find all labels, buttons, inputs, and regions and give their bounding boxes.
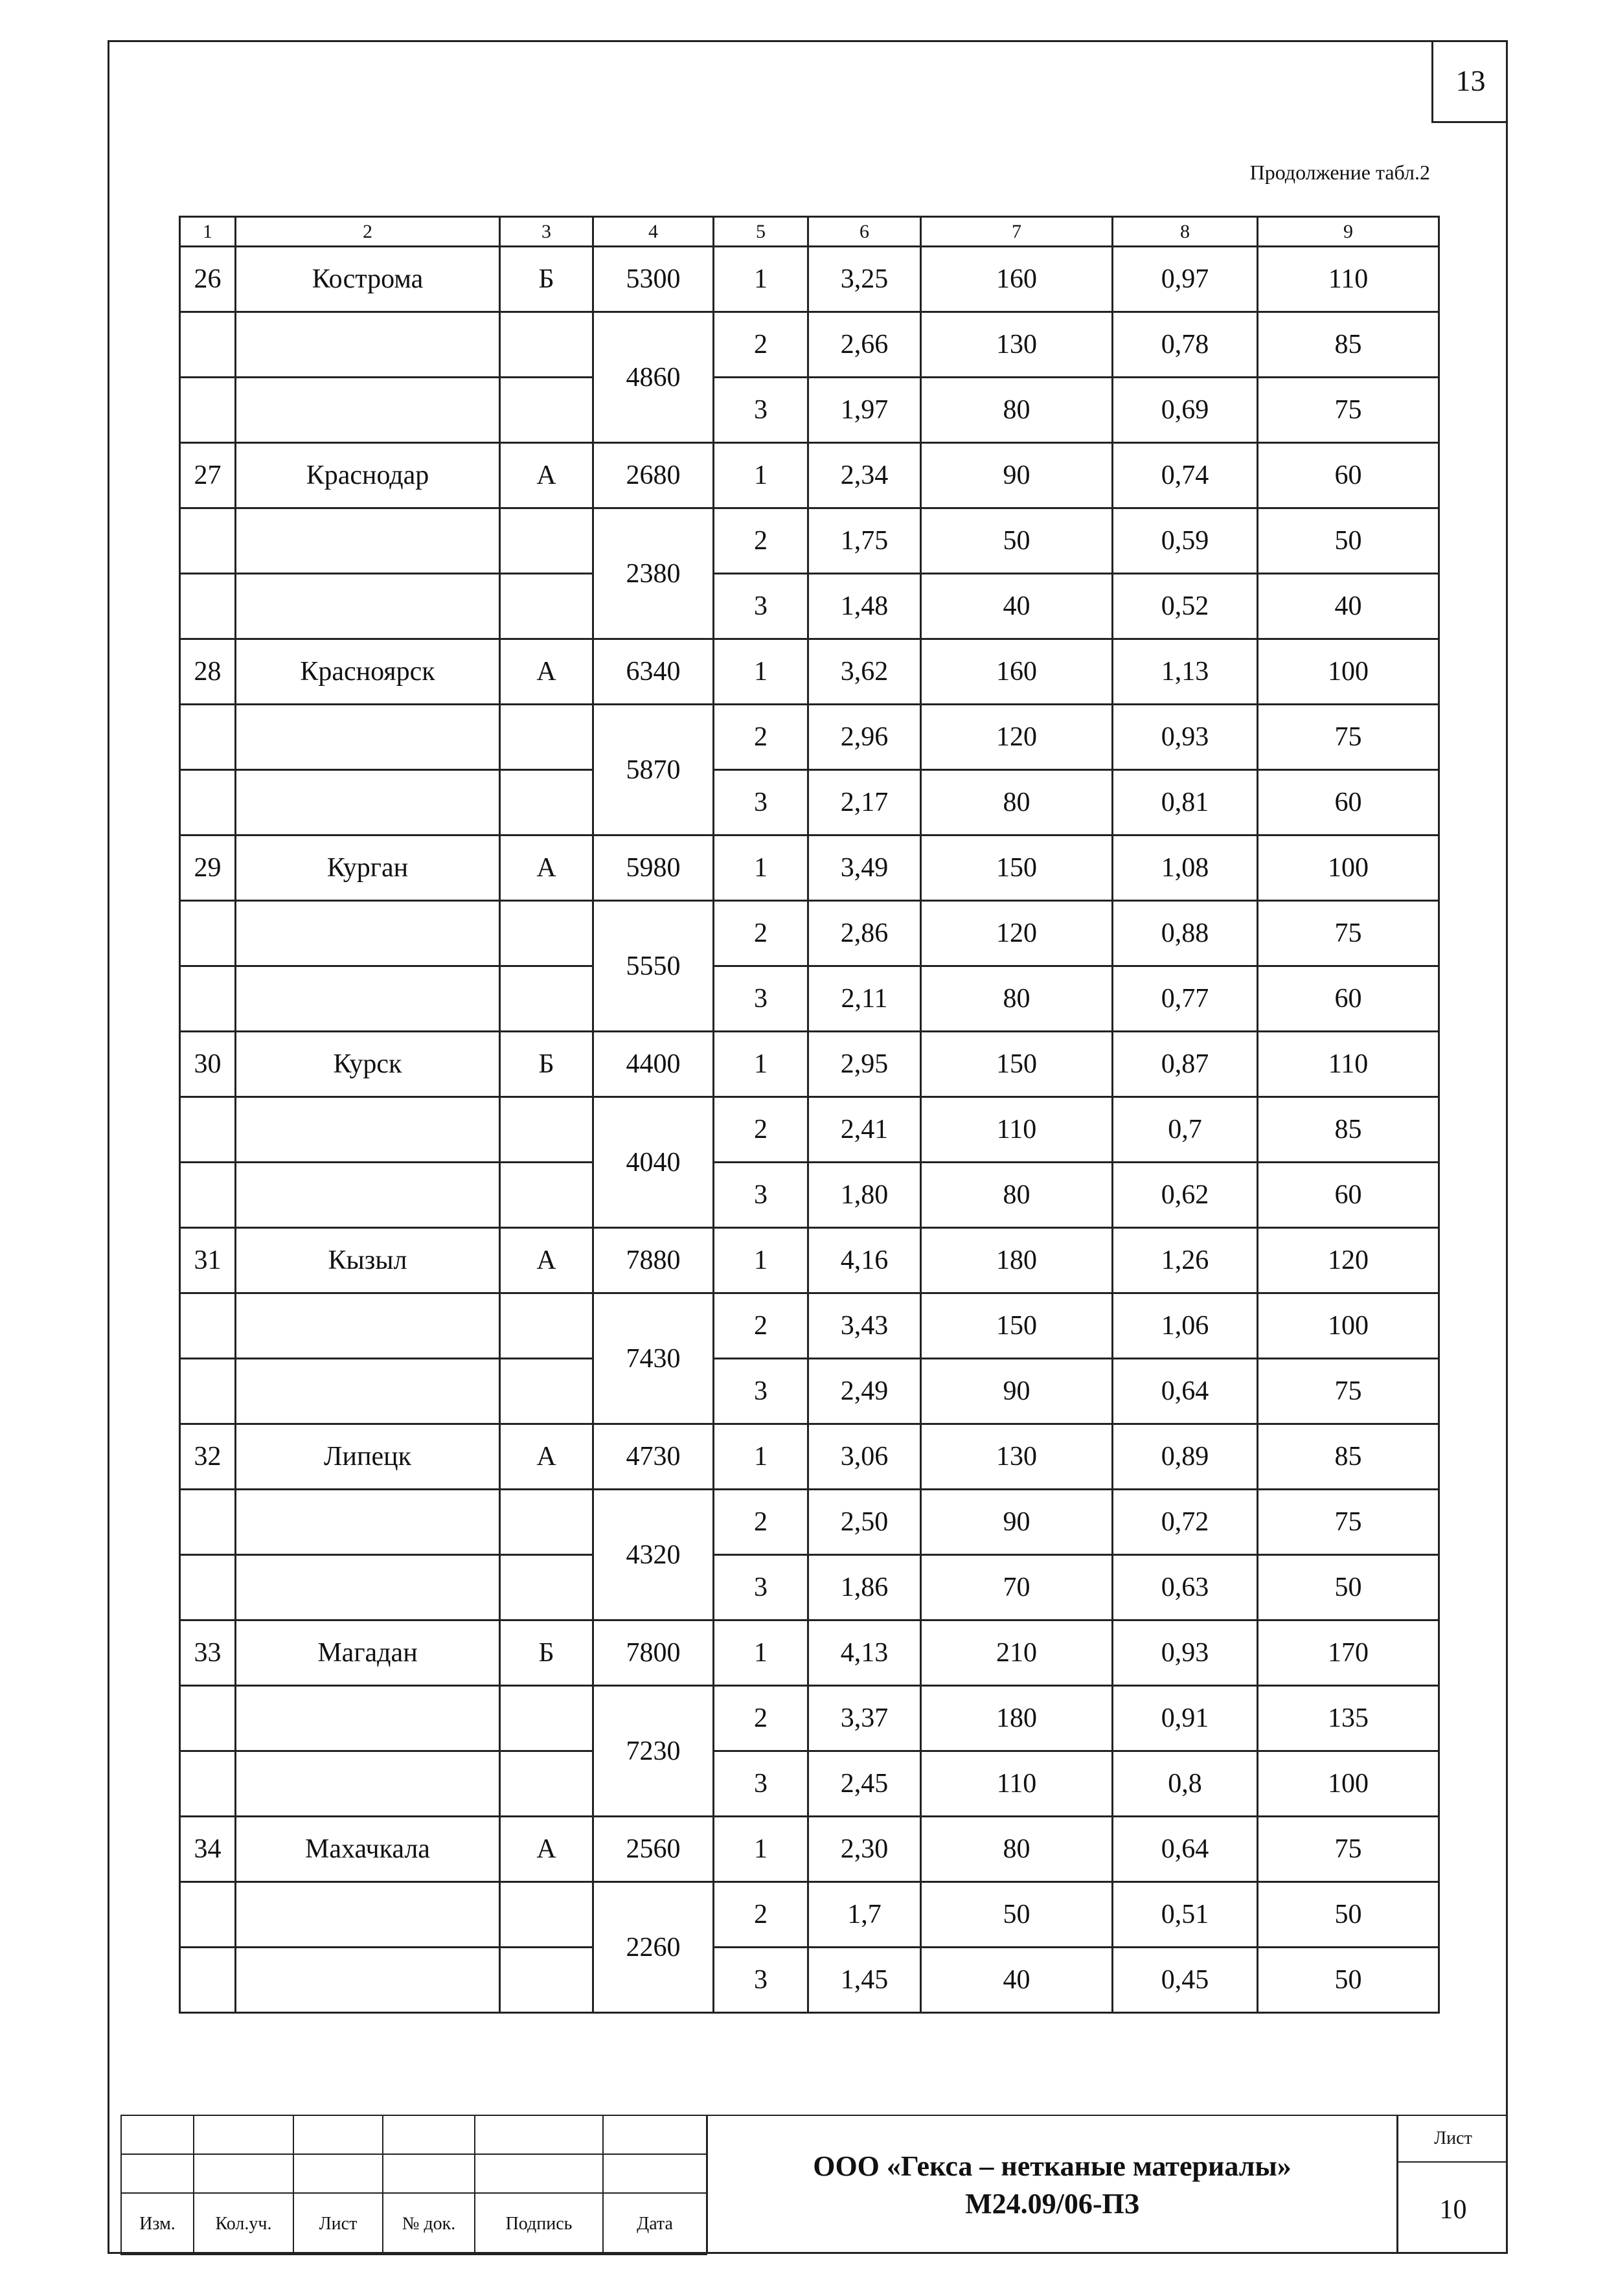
table-cell: 130 (921, 1424, 1113, 1490)
empty-cell (500, 1948, 593, 2013)
value-cell: 2560 (593, 1817, 714, 1882)
empty-cell (180, 1686, 236, 1751)
table-cell: 75 (1258, 378, 1439, 443)
table-cell: 40 (921, 1948, 1113, 2013)
table-cell: 1,48 (808, 574, 921, 639)
table-row (180, 1490, 1439, 1555)
stamp-label: № док. (383, 2193, 475, 2255)
city-name: Красноярск (236, 639, 500, 705)
table-row (180, 770, 1439, 835)
table-cell: 0,72 (1113, 1490, 1258, 1555)
city-name: Кызыл (236, 1228, 500, 1293)
empty-cell (500, 901, 593, 966)
table-cell: 85 (1258, 1424, 1439, 1490)
value-cell: 5300 (593, 247, 714, 312)
table-cell: 1 (714, 443, 808, 508)
table-cell: 0,97 (1113, 247, 1258, 312)
table-cell: 50 (1258, 1882, 1439, 1948)
city-name: Краснодар (236, 443, 500, 508)
table-cell: 2,50 (808, 1490, 921, 1555)
empty-cell (180, 1882, 236, 1948)
empty-cell (180, 1751, 236, 1817)
table-row (180, 1293, 1439, 1359)
row-number: 27 (180, 443, 236, 508)
table-cell: 3 (714, 1163, 808, 1228)
value-cell: 4730 (593, 1424, 714, 1490)
table-cell: 110 (921, 1751, 1113, 1817)
table-cell: 50 (1258, 508, 1439, 574)
empty-cell (500, 1359, 593, 1424)
zone-cell: А (500, 835, 593, 901)
table-row (180, 508, 1439, 574)
table-cell: 0,89 (1113, 1424, 1258, 1490)
table-cell: 2 (714, 1882, 808, 1948)
table-cell: 1,75 (808, 508, 921, 574)
empty-cell (500, 1555, 593, 1620)
table-cell: 2 (714, 1293, 808, 1359)
city-name: Курган (236, 835, 500, 901)
empty-cell (236, 901, 500, 966)
table-cell: 85 (1258, 1097, 1439, 1163)
value-cell: 4400 (593, 1032, 714, 1097)
column-header: 6 (808, 217, 921, 247)
stamp-label: Подпись (475, 2193, 603, 2255)
table-cell: 2,41 (808, 1097, 921, 1163)
table-cell: 1 (714, 1424, 808, 1490)
table-cell: 1 (714, 1817, 808, 1882)
table-cell: 0,93 (1113, 1620, 1258, 1686)
empty-cell (236, 312, 500, 378)
stamp-label: Дата (603, 2193, 707, 2255)
company-name: ООО «Гекса – нетканые материалы» (813, 2150, 1292, 2182)
zone-cell: А (500, 639, 593, 705)
column-header: 5 (714, 217, 808, 247)
table-cell: 1 (714, 1032, 808, 1097)
table-cell: 2,17 (808, 770, 921, 835)
table-cell: 3,25 (808, 247, 921, 312)
table-row (180, 835, 1439, 901)
table-cell: 60 (1258, 966, 1439, 1032)
empty-cell (180, 770, 236, 835)
table-cell: 3,43 (808, 1293, 921, 1359)
zone-cell: А (500, 1817, 593, 1882)
table-cell: 1,08 (1113, 835, 1258, 901)
row-number: 34 (180, 1817, 236, 1882)
zone-cell: Б (500, 1032, 593, 1097)
table-cell: 2 (714, 1097, 808, 1163)
table-cell: 130 (921, 312, 1113, 378)
table-cell: 70 (921, 1555, 1113, 1620)
table-cell: 50 (921, 1882, 1113, 1948)
table-cell: 110 (1258, 1032, 1439, 1097)
table-cell: 80 (921, 1817, 1113, 1882)
title-block (120, 2115, 1508, 2254)
table-cell: 1,06 (1113, 1293, 1258, 1359)
empty-cell (180, 574, 236, 639)
zone-cell: Б (500, 247, 593, 312)
table-cell: 120 (921, 705, 1113, 770)
empty-cell (500, 1751, 593, 1817)
table-cell: 2 (714, 1490, 808, 1555)
row-number: 30 (180, 1032, 236, 1097)
empty-cell (500, 1097, 593, 1163)
table-cell: 2,30 (808, 1817, 921, 1882)
empty-cell (180, 312, 236, 378)
empty-cell (500, 1293, 593, 1359)
document-title (706, 2115, 1396, 2254)
sheet-number: 10 (1439, 2194, 1467, 2225)
value-cell: 5980 (593, 835, 714, 901)
table-cell: 3 (714, 1555, 808, 1620)
table-cell: 150 (921, 1032, 1113, 1097)
table-cell: 2 (714, 901, 808, 966)
document-code: М24.09/06-ПЗ (965, 2187, 1139, 2220)
row-number: 26 (180, 247, 236, 312)
table-row (180, 574, 1439, 639)
table-row (180, 247, 1439, 312)
data-table (179, 216, 1440, 2014)
table-cell: 90 (921, 443, 1113, 508)
empty-cell (500, 770, 593, 835)
table-cell: 2,34 (808, 443, 921, 508)
table-cell: 2 (714, 705, 808, 770)
table-cell: 75 (1258, 705, 1439, 770)
empty-cell (500, 1686, 593, 1751)
table-cell: 0,81 (1113, 770, 1258, 835)
table-cell: 0,8 (1113, 1751, 1258, 1817)
table-header-row (180, 217, 1439, 247)
table-row (180, 1163, 1439, 1228)
table-row (180, 1620, 1439, 1686)
table-cell: 0,7 (1113, 1097, 1258, 1163)
table-row (180, 1359, 1439, 1424)
empty-cell (236, 1293, 500, 1359)
empty-cell (500, 1490, 593, 1555)
value-cell: 7800 (593, 1620, 714, 1686)
table-cell: 1,80 (808, 1163, 921, 1228)
empty-cell (236, 1490, 500, 1555)
empty-cell (236, 1555, 500, 1620)
sheet-box (1396, 2115, 1508, 2254)
table-cell: 0,87 (1113, 1032, 1258, 1097)
zone-cell: А (500, 443, 593, 508)
table-cell: 1,26 (1113, 1228, 1258, 1293)
table-cell: 170 (1258, 1620, 1439, 1686)
stamp-label: Изм. (121, 2193, 194, 2255)
table-row (180, 1686, 1439, 1751)
empty-cell (180, 1097, 236, 1163)
table-cell: 0,52 (1113, 574, 1258, 639)
table-cell: 180 (921, 1686, 1113, 1751)
empty-cell (236, 508, 500, 574)
table-cell: 1,7 (808, 1882, 921, 1948)
column-header: 2 (236, 217, 500, 247)
table-cell: 2,95 (808, 1032, 921, 1097)
empty-cell (500, 312, 593, 378)
empty-cell (236, 1948, 500, 2013)
table-cell: 50 (1258, 1948, 1439, 2013)
table-row (180, 901, 1439, 966)
table-cell: 3 (714, 1359, 808, 1424)
empty-cell (500, 508, 593, 574)
table-row (180, 1228, 1439, 1293)
table-cell: 90 (921, 1359, 1113, 1424)
empty-cell (180, 1490, 236, 1555)
value-cell: 4320 (593, 1490, 714, 1620)
empty-cell (236, 1359, 500, 1424)
table-cell: 100 (1258, 835, 1439, 901)
table-row (180, 1032, 1439, 1097)
value-cell: 4860 (593, 312, 714, 443)
empty-cell (500, 966, 593, 1032)
table-row (180, 378, 1439, 443)
table-cell: 4,16 (808, 1228, 921, 1293)
table-cell: 0,78 (1113, 312, 1258, 378)
table-cell: 60 (1258, 770, 1439, 835)
table-cell: 3 (714, 770, 808, 835)
value-cell: 5870 (593, 705, 714, 835)
value-cell: 7430 (593, 1293, 714, 1424)
table-row (180, 1751, 1439, 1817)
table-row (180, 312, 1439, 378)
table-row (180, 443, 1439, 508)
empty-cell (180, 378, 236, 443)
table-cell: 2,11 (808, 966, 921, 1032)
table-cell: 3 (714, 1751, 808, 1817)
table-cell: 0,74 (1113, 443, 1258, 508)
table-cell: 2,86 (808, 901, 921, 966)
table-cell: 1 (714, 1620, 808, 1686)
table-cell: 0,51 (1113, 1882, 1258, 1948)
empty-cell (500, 705, 593, 770)
table-row (180, 639, 1439, 705)
empty-cell (236, 1163, 500, 1228)
table-cell: 150 (921, 835, 1113, 901)
table-cell: 3,37 (808, 1686, 921, 1751)
table-cell: 150 (921, 1293, 1113, 1359)
empty-cell (236, 705, 500, 770)
table-cell: 0,45 (1113, 1948, 1258, 2013)
stamp-label: Кол.уч. (194, 2193, 293, 2255)
table-cell: 0,64 (1113, 1359, 1258, 1424)
empty-cell (500, 1163, 593, 1228)
empty-cell (236, 770, 500, 835)
table-cell: 3,06 (808, 1424, 921, 1490)
empty-cell (500, 1882, 593, 1948)
zone-cell: А (500, 1228, 593, 1293)
table-row (180, 1882, 1439, 1948)
empty-cell (180, 901, 236, 966)
empty-cell (236, 966, 500, 1032)
table-cell: 3 (714, 966, 808, 1032)
column-header: 7 (921, 217, 1113, 247)
table-cell: 75 (1258, 1359, 1439, 1424)
table-cell: 2,49 (808, 1359, 921, 1424)
empty-cell (180, 1555, 236, 1620)
city-name: Курск (236, 1032, 500, 1097)
table-cell: 50 (921, 508, 1113, 574)
row-number: 28 (180, 639, 236, 705)
row-number: 29 (180, 835, 236, 901)
table-cell: 110 (921, 1097, 1113, 1163)
empty-cell (180, 1293, 236, 1359)
table-cell: 1,45 (808, 1948, 921, 2013)
table-cell: 2 (714, 1686, 808, 1751)
table-cell: 80 (921, 770, 1113, 835)
empty-cell (236, 1882, 500, 1948)
empty-cell (236, 1751, 500, 1817)
table-cell: 2 (714, 508, 808, 574)
table-cell: 40 (921, 574, 1113, 639)
table-cell: 2 (714, 312, 808, 378)
value-cell: 7880 (593, 1228, 714, 1293)
city-name: Магадан (236, 1620, 500, 1686)
table-cell: 3,49 (808, 835, 921, 901)
city-name: Липецк (236, 1424, 500, 1490)
stamp-label: Лист (293, 2193, 383, 2255)
table-cell: 60 (1258, 443, 1439, 508)
empty-cell (180, 1359, 236, 1424)
value-cell: 4040 (593, 1097, 714, 1228)
value-cell: 2260 (593, 1882, 714, 2013)
row-number: 33 (180, 1620, 236, 1686)
empty-cell (180, 705, 236, 770)
table-cell: 100 (1258, 1751, 1439, 1817)
empty-cell (180, 966, 236, 1032)
table-cell: 0,59 (1113, 508, 1258, 574)
table-caption: Продолжение табл.2 (1249, 161, 1430, 184)
table-cell: 75 (1258, 901, 1439, 966)
table-cell: 0,62 (1113, 1163, 1258, 1228)
table-row (180, 1948, 1439, 2013)
table-cell: 60 (1258, 1163, 1439, 1228)
table-cell: 80 (921, 378, 1113, 443)
zone-cell: Б (500, 1620, 593, 1686)
value-cell: 2680 (593, 443, 714, 508)
table-cell: 2,66 (808, 312, 921, 378)
table-cell: 75 (1258, 1490, 1439, 1555)
table-cell: 0,69 (1113, 378, 1258, 443)
table-cell: 0,93 (1113, 705, 1258, 770)
empty-cell (180, 1163, 236, 1228)
table-cell: 80 (921, 966, 1113, 1032)
column-header: 4 (593, 217, 714, 247)
column-header: 9 (1258, 217, 1439, 247)
table-cell: 160 (921, 639, 1113, 705)
table-cell: 3,62 (808, 639, 921, 705)
table-cell: 210 (921, 1620, 1113, 1686)
table-cell: 85 (1258, 312, 1439, 378)
table-cell: 120 (1258, 1228, 1439, 1293)
table-cell: 0,77 (1113, 966, 1258, 1032)
table-row (180, 1424, 1439, 1490)
table-cell: 40 (1258, 574, 1439, 639)
empty-cell (236, 378, 500, 443)
table-cell: 80 (921, 1163, 1113, 1228)
table-cell: 1,97 (808, 378, 921, 443)
zone-cell: А (500, 1424, 593, 1490)
table-row (180, 705, 1439, 770)
table-cell: 1 (714, 639, 808, 705)
empty-cell (236, 1097, 500, 1163)
table-cell: 1 (714, 1228, 808, 1293)
sheet-label: Лист (1398, 2116, 1508, 2163)
table-cell: 2,45 (808, 1751, 921, 1817)
empty-cell (236, 574, 500, 639)
table-cell: 100 (1258, 1293, 1439, 1359)
revision-grid (120, 2115, 707, 2255)
table-cell: 0,63 (1113, 1555, 1258, 1620)
value-cell: 5550 (593, 901, 714, 1032)
table-cell: 0,91 (1113, 1686, 1258, 1751)
table-cell: 2,96 (808, 705, 921, 770)
table-cell: 1,13 (1113, 639, 1258, 705)
table-cell: 3 (714, 378, 808, 443)
table-cell: 180 (921, 1228, 1113, 1293)
table-cell: 1 (714, 835, 808, 901)
table-cell: 135 (1258, 1686, 1439, 1751)
table-cell: 0,88 (1113, 901, 1258, 966)
table-cell: 50 (1258, 1555, 1439, 1620)
table-cell: 0,64 (1113, 1817, 1258, 1882)
table-cell: 1 (714, 247, 808, 312)
value-cell: 6340 (593, 639, 714, 705)
page-number: 13 (1431, 40, 1508, 123)
row-number: 32 (180, 1424, 236, 1490)
empty-cell (236, 1686, 500, 1751)
table-row (180, 1555, 1439, 1620)
value-cell: 2380 (593, 508, 714, 639)
table-row (180, 1817, 1439, 1882)
column-header: 8 (1113, 217, 1258, 247)
empty-cell (180, 508, 236, 574)
table-cell: 120 (921, 901, 1113, 966)
city-name: Махачкала (236, 1817, 500, 1882)
empty-cell (180, 1948, 236, 2013)
table-cell: 4,13 (808, 1620, 921, 1686)
table-cell: 75 (1258, 1817, 1439, 1882)
table-cell: 160 (921, 247, 1113, 312)
value-cell: 7230 (593, 1686, 714, 1817)
row-number: 31 (180, 1228, 236, 1293)
table-cell: 3 (714, 1948, 808, 2013)
table-cell: 90 (921, 1490, 1113, 1555)
table-row (180, 966, 1439, 1032)
table-cell: 3 (714, 574, 808, 639)
table-cell: 100 (1258, 639, 1439, 705)
column-header: 3 (500, 217, 593, 247)
table-cell: 110 (1258, 247, 1439, 312)
city-name: Кострома (236, 247, 500, 312)
empty-cell (500, 378, 593, 443)
empty-cell (500, 574, 593, 639)
column-header: 1 (180, 217, 236, 247)
table-row (180, 1097, 1439, 1163)
table-cell: 1,86 (808, 1555, 921, 1620)
